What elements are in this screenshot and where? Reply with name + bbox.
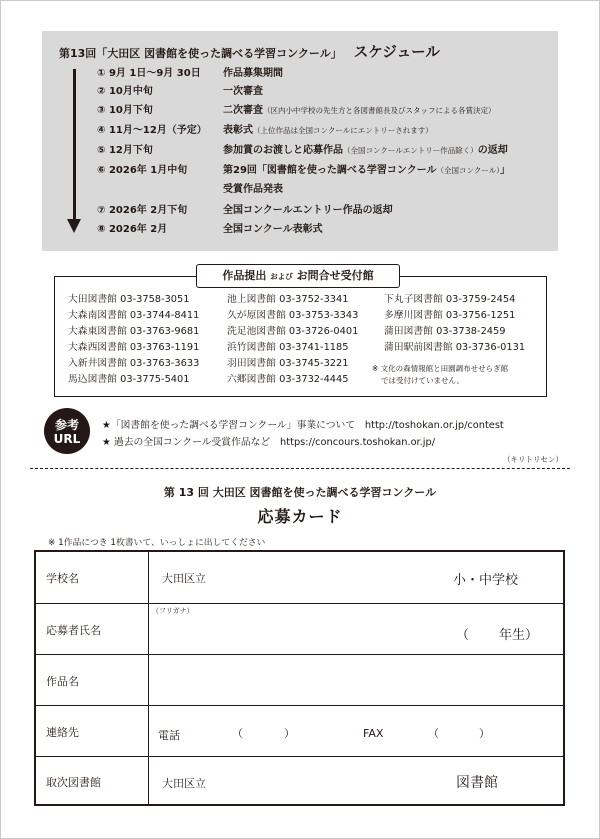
library-phone[interactable]: 03-3741-1185 <box>279 342 349 353</box>
library-phone[interactable]: 03-3732-4445 <box>279 374 349 385</box>
schedule-row <box>97 202 393 220</box>
school-input[interactable] <box>236 556 446 598</box>
library-name: 多摩川図書館 <box>384 310 443 321</box>
library-contact <box>384 324 506 340</box>
grade-input[interactable] <box>470 618 498 648</box>
schedule-title <box>59 41 440 62</box>
contacts-heading <box>196 264 400 288</box>
library-name: 六郷図書館 <box>227 374 276 385</box>
library-contact <box>384 308 515 324</box>
library-name: 下丸子図書館 <box>384 294 443 305</box>
schedule-date: ⑤ 12月下旬 <box>97 145 153 156</box>
library-phone[interactable]: 03-3763-3633 <box>129 358 200 369</box>
schedule-date: ② 10月中旬 <box>97 86 153 97</box>
schedule-desc: 全国コンクールエントリー作品の返却 <box>223 205 393 216</box>
library-phone[interactable]: 03-3775-5401 <box>120 374 190 385</box>
library-name: 蒲田駅前図書館 <box>384 342 453 353</box>
library-contact <box>227 324 358 340</box>
phone-open: （ <box>232 727 243 740</box>
card-note: ※ 1作品につき 1枚書いて、いっしょに出してください <box>48 538 266 548</box>
contacts-note <box>372 363 508 387</box>
timeline-arrow-line <box>73 69 76 221</box>
library-name: 浜竹図書館 <box>227 342 276 353</box>
library-phone[interactable]: 03-3752-3341 <box>279 294 349 305</box>
phone-label: 電話 <box>158 729 180 742</box>
furigana-label: （フリガナ） <box>152 607 194 615</box>
library-label: 取次図書館 <box>46 776 101 789</box>
phone-close: ） <box>284 727 295 740</box>
schedule-note: （全国コンクール） <box>436 166 500 175</box>
library-phone[interactable]: 03-3759-2454 <box>445 294 516 305</box>
applicant-name-label: 応募者氏名 <box>46 624 101 637</box>
phone-input[interactable] <box>246 714 284 750</box>
library-phone[interactable]: 03-3756-1251 <box>445 310 516 321</box>
library-contact <box>68 308 199 324</box>
schedule-date: ④ 11月～12月（予定） <box>97 125 207 136</box>
library-contact <box>227 292 349 308</box>
badge-top-text: 参考 <box>54 418 79 432</box>
library-phone[interactable]: 03-3736-0131 <box>455 342 526 353</box>
arrow-down-icon <box>67 219 81 233</box>
card-title: 応募カード <box>257 507 343 526</box>
library-prefix: 大田区立 <box>162 777 206 790</box>
form-row-divider <box>36 603 563 604</box>
schedule-row <box>97 102 496 120</box>
contacts-heading-a: 作品提出 <box>222 269 267 282</box>
library-name: 大森東図書館 <box>68 326 127 337</box>
schedule-date: ⑧ 2026年 2月 <box>97 224 168 235</box>
schedule-desc-tail: の返却 <box>477 145 508 156</box>
fax-input[interactable] <box>442 714 478 750</box>
library-name: 大森南図書館 <box>68 310 127 321</box>
schedule-title-text: 第13回「大田区 図書館を使った調べる学習コンクール」 <box>59 47 342 60</box>
schedule-desc-tail: 」 <box>499 165 510 176</box>
library-name: 洗足池図書館 <box>227 326 286 337</box>
library-contact <box>227 356 349 372</box>
reference-link[interactable]: ★ 過去の全国コンクール受賞作品など https://concours.toshokan.or.jp/ <box>102 437 436 448</box>
library-phone[interactable]: 03-3753-3343 <box>288 310 359 321</box>
schedule-row <box>97 221 323 239</box>
form-row-divider <box>36 705 563 706</box>
schedule-row <box>97 181 283 199</box>
library-name: 大森西図書館 <box>68 342 127 353</box>
school-label: 学校名 <box>46 572 79 585</box>
school-suffix: 小・中学校 <box>453 573 519 588</box>
schedule-desc: 参加賞のお渡しと応募作品 <box>223 145 343 156</box>
form-row-divider <box>36 756 563 757</box>
schedule-row <box>97 142 508 160</box>
schedule-desc: 作品募集期間 <box>223 68 283 79</box>
schedule-desc: 二次審査 <box>223 105 263 116</box>
schedule-row <box>97 122 433 140</box>
contact-label: 連絡先 <box>46 726 79 739</box>
schedule-date: ⑦ 2026年 2月下旬 <box>97 205 188 216</box>
entry-card-form <box>34 550 565 806</box>
form-row-divider <box>36 654 563 655</box>
fax-open: （ <box>428 727 439 740</box>
library-name: 大田図書館 <box>68 294 117 305</box>
schedule-date: ⑥ 2026年 1月中旬 <box>97 165 188 176</box>
library-phone[interactable]: 03-3745-3221 <box>279 358 349 369</box>
library-contact <box>68 292 190 308</box>
library-contact <box>384 340 525 356</box>
schedule-row <box>97 83 263 101</box>
library-contact <box>68 340 199 356</box>
card-subtitle: 第 13 回 大田区 図書館を使った調べる学習コンクール <box>163 486 437 499</box>
form-column-divider <box>148 552 149 804</box>
schedule-date: ③ 10月下旬 <box>97 105 153 116</box>
contacts-note-line: ※ 文化の森情報館と田園調布せせらぎ館 <box>372 364 509 373</box>
schedule-desc: 第29回「図書館を使った調べる学習コンクール <box>223 165 437 176</box>
schedule-desc: 全国コンクール表彰式 <box>223 224 323 235</box>
schedule-date: ① 9月 1日～9月 30日 <box>97 68 201 79</box>
library-name: 入新井図書館 <box>68 358 127 369</box>
grade-close: 年生） <box>499 628 539 643</box>
library-contact <box>68 372 190 388</box>
reference-url-badge <box>44 408 90 454</box>
library-phone[interactable]: 03-3744-8411 <box>129 310 200 321</box>
reference-link[interactable]: ★「図書館を使った調べる学習コンクール」事業について http://toshokan.or.jp/contest <box>102 420 504 431</box>
schedule-note: （上位作品は全国コンクールにエントリーされます） <box>253 126 433 135</box>
library-contact <box>68 356 199 372</box>
library-name: 池上図書館 <box>227 294 276 305</box>
work-title-label: 作品名 <box>46 675 79 688</box>
contacts-heading-b: および <box>270 272 293 281</box>
library-suffix: 図書館 <box>456 775 498 791</box>
contacts-note-line: では受付けていません。 <box>381 376 464 385</box>
library-name: 久が原図書館 <box>227 310 286 321</box>
work-title-input[interactable] <box>152 658 552 700</box>
library-contact <box>227 372 349 388</box>
library-phone[interactable]: 03-3763-1191 <box>129 342 200 353</box>
schedule-desc: 表彰式 <box>223 125 253 136</box>
school-prefix: 大田区立 <box>162 572 206 585</box>
fax-label: FAX <box>363 727 384 740</box>
schedule-row <box>97 65 283 83</box>
schedule-title-suffix: スケジュール <box>353 45 440 61</box>
applicant-name-input[interactable] <box>152 616 442 650</box>
library-input[interactable] <box>236 760 446 800</box>
library-name: 羽田図書館 <box>227 358 276 369</box>
schedule-row <box>97 162 510 180</box>
library-name: 蒲田図書館 <box>384 326 433 337</box>
library-contact <box>68 324 199 340</box>
library-contact <box>227 308 358 324</box>
badge-bottom-text: URL <box>53 432 81 446</box>
schedule-desc: 受賞作品発表 <box>223 184 283 195</box>
grade-open: （ <box>456 628 470 643</box>
fax-close: ） <box>479 727 490 740</box>
library-contact <box>227 340 349 356</box>
library-contact <box>384 292 515 308</box>
library-phone[interactable]: 03-3758-3051 <box>120 294 190 305</box>
library-name: 馬込図書館 <box>68 374 117 385</box>
schedule-note: （全国コンクールエントリー作品除く） <box>343 146 478 155</box>
library-phone[interactable]: 03-3763-9681 <box>129 326 200 337</box>
cut-line <box>30 468 570 469</box>
contacts-heading-c: お問合せ受付館 <box>296 269 374 282</box>
library-phone[interactable]: 03-3738-2459 <box>436 326 506 337</box>
cut-line-label: （キリトリセン） <box>503 455 563 464</box>
schedule-panel <box>42 31 558 251</box>
schedule-note: （区内小中学校の先生方と各図書館長及びスタッフによる各賞決定） <box>263 106 496 115</box>
library-phone[interactable]: 03-3726-0401 <box>288 326 359 337</box>
schedule-desc: 一次審査 <box>223 86 263 97</box>
